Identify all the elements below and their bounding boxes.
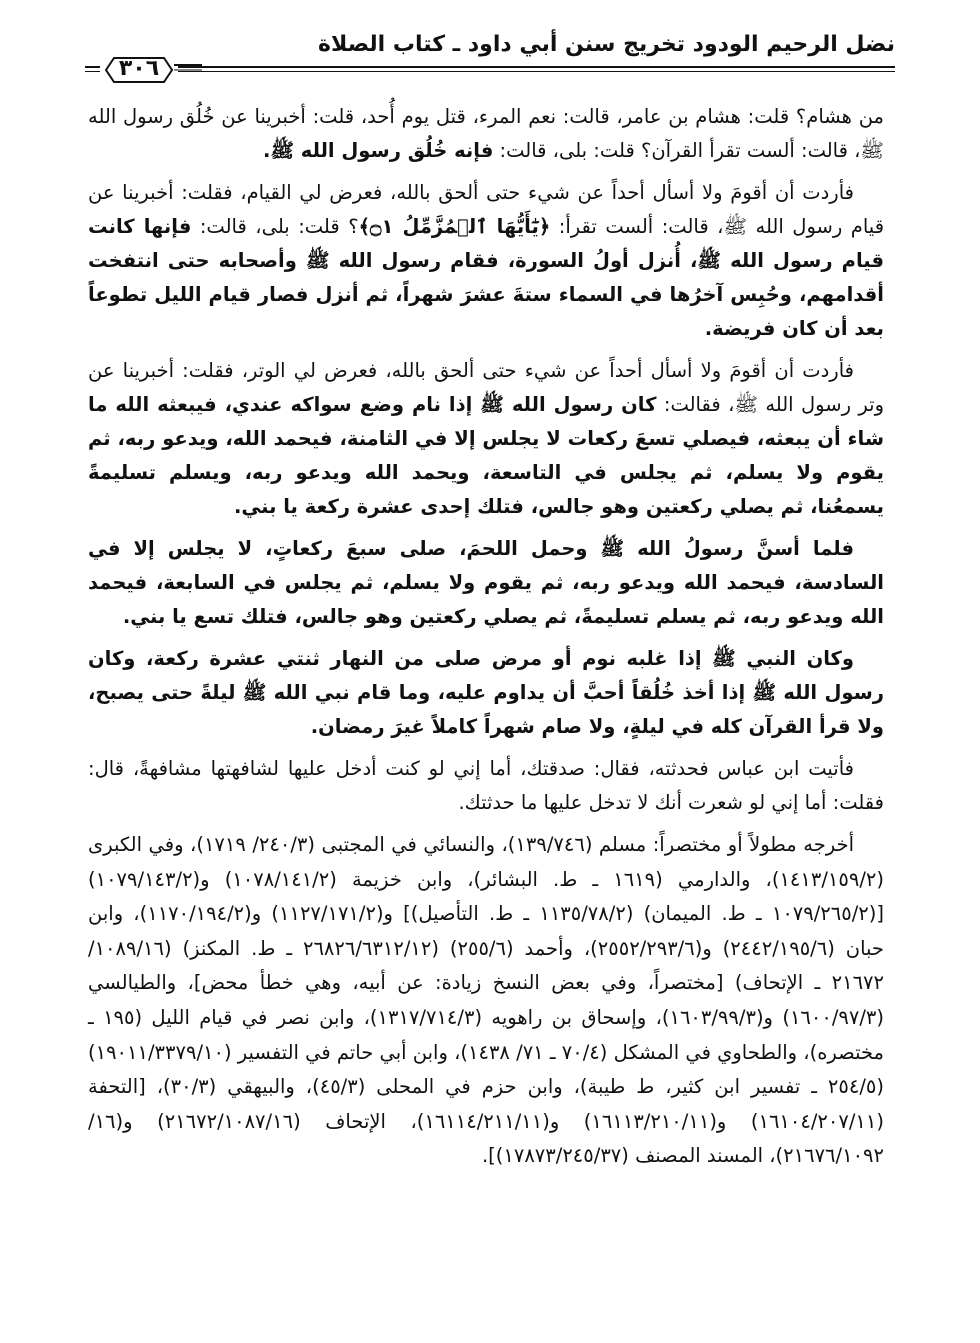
main-text [88,100,884,1182]
page-number-side-lines [174,60,202,74]
paragraph-2-text-a: فأردت أن أقومَ ولا أسأل أحداً عن شيء حتى ألحق بالله، فعرض لي القيام، فقلت: أخبرينا عن قيام رسول الله ﷺ، قالت: ألست تقرأ: [88,181,885,238]
paragraph-4 [88,532,884,634]
paragraph-5-bold: وكان النبي ﷺ إذا غلبه نوم أو مرض صلى من النهار ثنتي عشرة ركعة، وكان رسول الله ﷺ إذا أخذ خُلُقاً أحبَّ أن يداوم عليه، وما قام نبي الله ﷺ ليلةً حتى يصبح، ولا قرأ القرآن كله في ليلةٍ، ولا صام شهراً كاملاً غيرَ رمضان. [88,647,884,738]
paragraph-1 [88,100,884,168]
quran-verse: ﴿يَٰٓأَيُّهَا ٱلۡمُزَّمِّلُ ۝١﴾ [358,215,551,238]
paragraph-1-bold: فإنه خُلُق رسول الله ﷺ. [263,139,494,162]
running-head [85,32,895,62]
paragraph-3-bold: كان رسول الله ﷺ إذا نام وضع سواكه عندي، فيبعثه الله ما شاء أن يبعثه، فيصلي تسعَ ركعات لا يجلس إلا في الثامنة، فيحمد الله، ويدعو ربه، ثم يقوم ولا يسلم، ثم يجلس في التاسعة، ويحمد الله ويدعو ربه، ويسلم تسليمةً يسمعُنا، ثم يصلي ركعتين وهو جالس، فتلك إحدى عشرة ركعة يا بني. [88,393,884,518]
paragraph-2-bold: فإنها كانت قيام رسول الله ﷺ، أُنزل أولُ السورة، فقام رسول الله ﷺ وأصحابه حتى انتفخت أقدامهم، وحُبِس آخرُها في السماء ستةَ عشرَ شهراً، ثم أنزل فصار قيام الليل تطوعاً بعد أن كان فريضة. [88,215,884,340]
header-rule-thick [85,66,895,68]
page-number-frame [100,55,178,85]
paragraph-2-text-b: ؟ قلت: بلى، قالت: [191,215,359,238]
header-rule-thin [85,71,895,72]
paragraph-3-text: فأردت أن أقومَ ولا أسأل أحداً عن شيء حتى ألحق بالله، فعرض لي الوتر، فقلت: أخبرينا عن وتر رسول الله ﷺ، فقالت: [88,359,885,416]
paragraph-6 [88,752,884,820]
running-head-title: نضل الرحيم الودود تخريج سنن أبي داود ـ كتاب الصلاة [318,32,895,57]
takhrij-notes [88,828,884,1174]
paragraph-5 [88,642,884,744]
paragraph-4-bold: فلما أسنَّ رسولُ الله ﷺ وحمل اللحمَ، صلى سبعَ ركعاتٍ، لا يجلس إلا في السادسة، فيحمد الله ويدعو ربه، ثم يقوم ولا يسلم، ثم يجلس في السابعة، فيحمد الله ويدعو ربه، ثم يسلم تسليمةً، ثم يصلي ركعتين وهو جالس، فتلك تسع يا بني. [88,537,884,628]
paragraph-3 [88,354,884,524]
page-number: ٣٠٦ [118,56,160,81]
paragraph-2 [88,176,884,346]
paragraph-6-text: فأتيت ابن عباس فحدثته، فقال: صدقتك، أما إني لو كنت أدخل عليها لشافهتها مشافهةً، قال: فقلت: أما إني لو شعرت أنك لا تدخل عليها ما حدثتك. [88,757,884,814]
paragraph-1-text: من هشام؟ قلت: هشام بن عامر، قالت: نعم المرء، قتل يوم أُحد، قلت: أخبرينا عن خُلُق رسول الله ﷺ، قالت: ألست تقرأ القرآن؟ قلت: بلى، قالت: [88,105,884,162]
takhrij-notes-text: أخرجه مطولاً أو مختصراً: مسلم (١٣٩/٧٤٦)، والنسائي في المجتبى (٢٤٠/٣/ ١٧١٩)، وفي الكبرى (١٤١٣/١٥٩/٢)، والدارمي (١٦١٩ ـ ط. البشائر)، وابن خزيمة (١٠٧٨/١٤١/٢) و(١٠٧٩/١٤٣/٢) [(١٠٧٩/٢٦٥/٢ ـ ط. الميمان) (١١٣٥/٧٨/٢ ـ ط. التأصيل)] و(١١٢٧/١٧١/٢) و(١١٧٠/١٩٤/٢)، وابن حبان (٢٤٤٢/١٩٥/٦) و(٢٥٥٢/٢٩٣/٦)، وأحمد (٢٥٥/٦) (٢٦٨٢٦/٦٣١٢/١٢ ـ ط. المكنز) (١٠٨٩/١٦/ ٢١٦٧٢ ـ الإتحاف) [مختصراً، وفي بعض النسخ زيادة: عن أبيه، وهي خطأ محض]، والطيالسي (١٦٠٠/٩٧/٣) و(١٦٠٣/٩٩/٣)، وإسحاق بن راهويه (١٣١٧/٧١٤/٣)، وابن نصر في قيام الليل (١٩٥ ـ مختصره)، والطحاوي في المشكل (٧٠/٤ ـ ٧١/ ١٤٣٨)، وابن أبي حاتم في التفسير (١٩٠١١/٣٣٧٩/١٠) (٢٥٤/٥ ـ تفسير ابن كثير، ط طيبة)، وابن حزم في المحلى (٤٥/٣)، والبيهقي (٣٠/٣)، [التحفة (١٦١٠٤/٢٠٧/١١) و(١٦١١٣/٢١٠/١١) و(١٦١١٤/٢١١/١١)، الإتحاف (٢١٦٧٢/١٠٨٧/١٦) و(١٦/ ٢١٦٧٦/١٠٩٢)، المسند المصنف (١٧٨٧٣/٢٤٥/٣٧)]. [88,833,885,1168]
